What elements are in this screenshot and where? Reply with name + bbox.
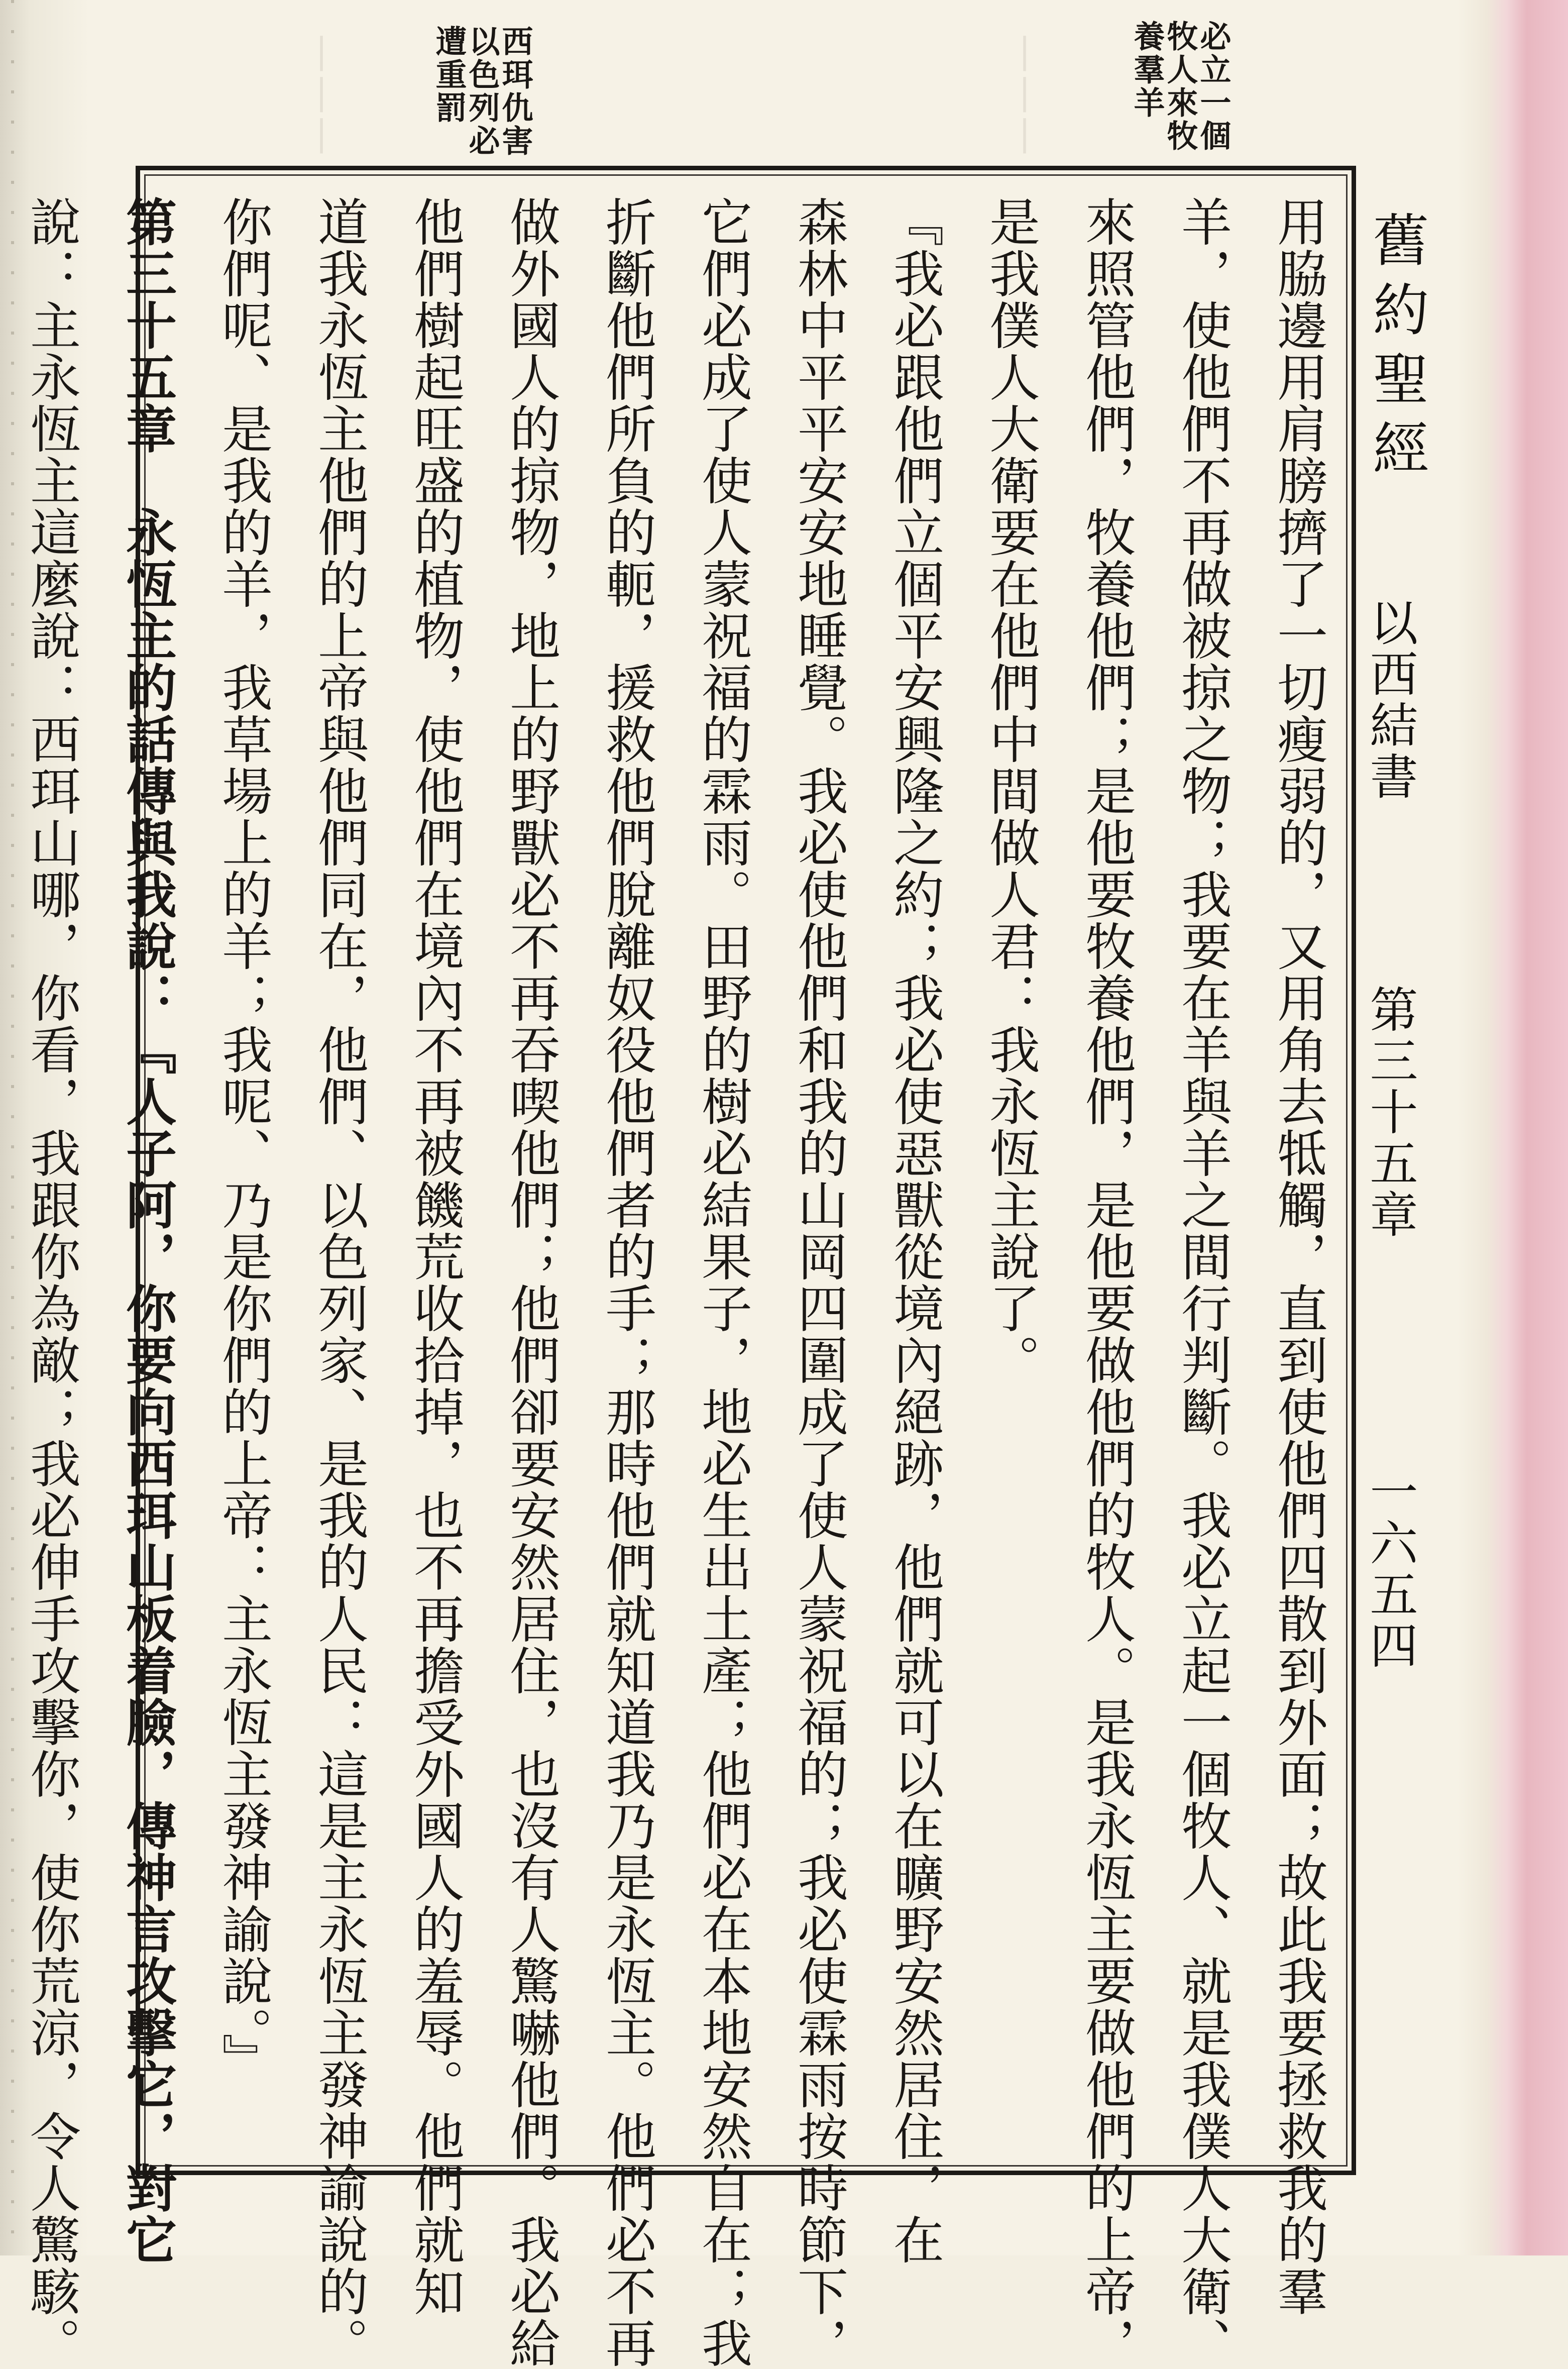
- show-through-text: |||: [301, 30, 342, 154]
- margin-note-line: 遭重罰: [430, 25, 467, 125]
- book-name: 以西結書: [1362, 598, 1418, 803]
- text-column: [0, 196, 3, 2155]
- text-column: 你們呢、是我的羊，我草場上的羊；我呢、乃是你們的上帝：主永恆主發神諭說。』: [213, 196, 273, 2085]
- page-number: 一六五四: [1362, 1467, 1418, 1672]
- margin-note-line: 養羣羊: [1129, 20, 1165, 120]
- margin-note-line: 必立一個: [1195, 20, 1231, 153]
- chapter-35-start-column: 第三十五章 永恆主的話傳與我說：『人子阿，你要向西珥山板着臉，傳神言攻擊它，對它: [118, 196, 177, 2266]
- text-column: 說：主永恆主這麼說：西珥山哪，你看，我跟你為敵；我必伸手攻擊你，使你荒涼，令人驚駭。: [22, 196, 81, 2369]
- book-title: 舊約聖經: [1364, 211, 1429, 488]
- margin-note-right: [1130, 20, 1229, 153]
- margin-note-line: 牧人來牧: [1162, 20, 1198, 153]
- text-column: 來照管他們，牧養他們；是他要牧養他們，是他要做他們的牧人。是我永恆主要做他們的上帝，: [1077, 196, 1136, 2369]
- text-column: 道我永恆主他們的上帝與他們同在，他們、以色列家、是我的人民：這是主永恆主發神諭說的。: [309, 196, 369, 2369]
- text-column: 做外國人的掠物，地上的野獸必不再吞喫他們；他們卻要安然居住，也沒有人驚嚇他們。我必給: [501, 196, 561, 2369]
- margin-note-line: 西珥仇害: [497, 25, 533, 158]
- margin-note-line: 以色列必: [464, 25, 500, 158]
- scripture-body: [22, 196, 1346, 2369]
- text-column: 『我必跟他們立個平安興隆之約；我必使惡獸從境內絕跡，他們就可以在曠野安然居住，在: [885, 196, 944, 2266]
- text-column: 他們樹起旺盛的植物，使他們在境內不再被饑荒收拾掉，也不再擔受外國人的羞辱。他們就知: [405, 196, 465, 2317]
- show-through-text: |||: [1004, 30, 1045, 154]
- margin-note-left: [432, 25, 531, 158]
- text-column: 折斷他們所負的軛，援救他們脫離奴役他們者的手；那時他們就知道我乃是永恆主。他們必不再: [597, 196, 656, 2369]
- text-column: 是我僕人大衛要在他們中間做人君：我永恆主說了。: [981, 196, 1040, 1386]
- text-column: 森林中平平安安地睡覺。我必使他們和我的山岡四圍成了使人蒙祝福的；我必使霖雨按時節下，: [789, 196, 848, 2369]
- chapter-heading: 第三十五章: [1362, 985, 1418, 1241]
- text-column: 羊，使他們不再做被掠之物；我要在羊與羊之間行判斷。我必立起一個牧人、就是我僕人大衛、: [1173, 196, 1232, 2369]
- text-column: 它們必成了使人蒙祝福的霖雨。田野的樹必結果子，地必生出土產；他們必在本地安然自在；我: [693, 196, 752, 2369]
- text-column: 用脇邊用肩膀擠了一切瘦弱的，又用角去牴觸，直到使他們四散到外面；故此我要拯救我的羣: [1269, 196, 1328, 2317]
